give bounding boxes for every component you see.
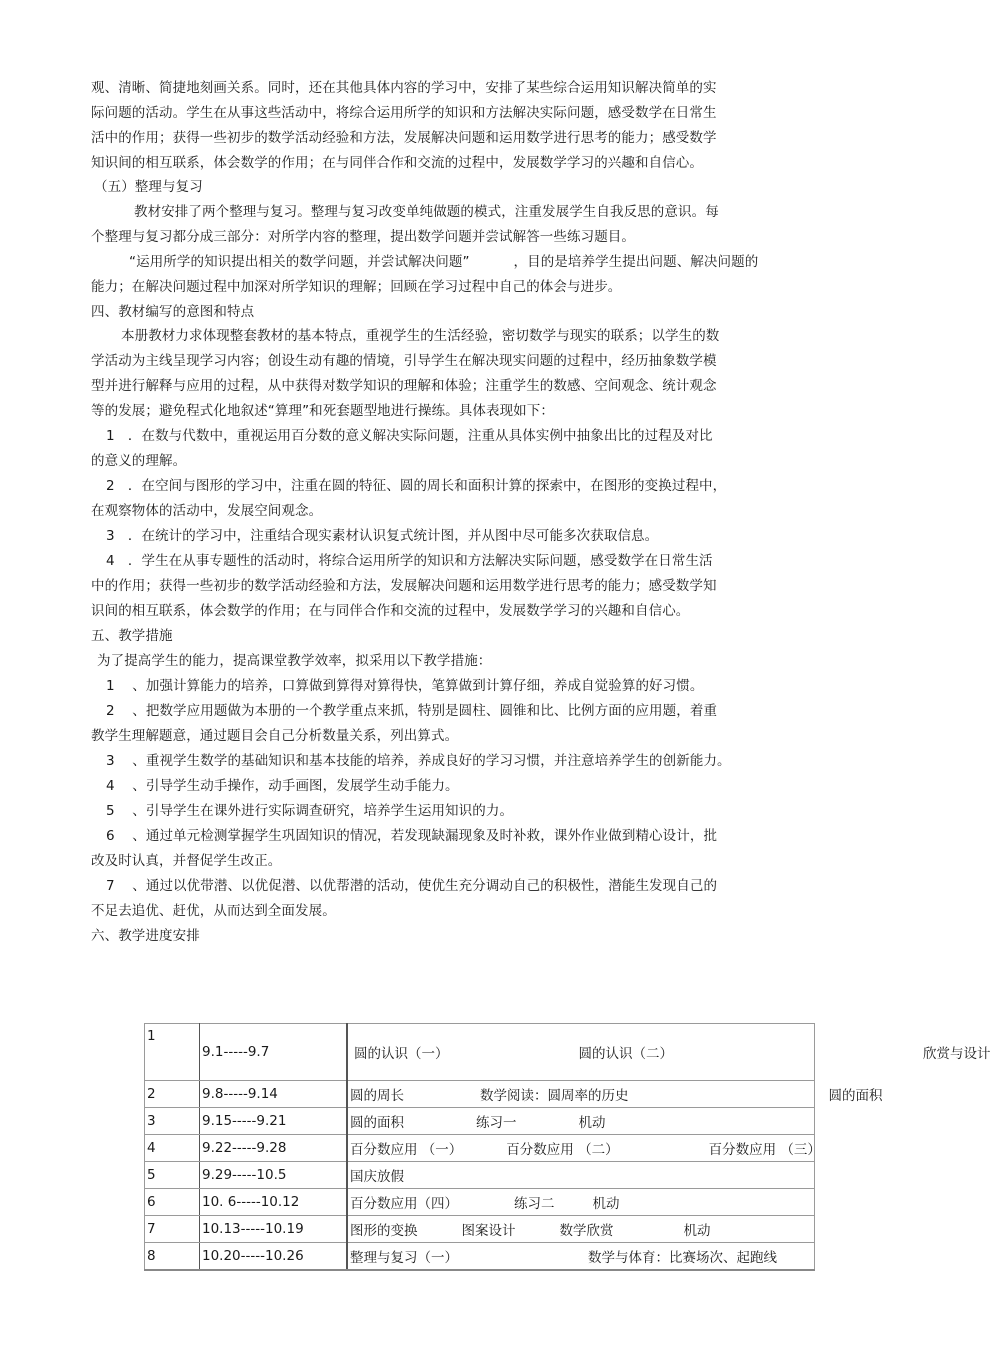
week-number-cell: 8: [145, 1243, 200, 1271]
lesson-item: 整理与复习（一）: [350, 1250, 458, 1266]
content-cell: [347, 1024, 991, 1081]
lesson-item: 机动: [683, 1223, 711, 1239]
lesson-item: 练习一: [476, 1115, 517, 1131]
list-item: 3 ．在统计的学习中，注重结合现实素材认识复式统计图，并从图中尽可能多次获取信息。: [106, 528, 659, 544]
lesson-item: 机动: [578, 1115, 606, 1131]
table-row: [145, 1081, 815, 1108]
section-heading: 四、教材编写的意图和特点: [91, 304, 255, 320]
table-row: [145, 1162, 815, 1189]
paragraph-line: 活中的作用；获得一些初步的数学活动经验和方法，发展解决问题和运用数学进行思考的能力；感受数学: [91, 130, 717, 146]
list-item: 2 ．在空间与图形的学习中，注重在圆的特征、圆的周长和面积计算的探索中，在图形的变换过程中，: [106, 478, 727, 494]
date-range-cell: 9.1-----9.7: [200, 1024, 348, 1081]
content-cell: [347, 1216, 815, 1243]
lesson-item: 欣赏与设计: [923, 1046, 991, 1062]
list-item: 4 ．学生在从事专题性的活动时，将综合运用所学的知识和方法解决实际问题，感受数学在日常生活: [106, 553, 713, 569]
schedule-table: [144, 1023, 991, 1271]
date-range-cell: 10. 6-----10.12: [200, 1189, 348, 1216]
table-row: [145, 1216, 815, 1243]
week-number-cell: 6: [145, 1189, 200, 1216]
paragraph-line: 识间的相互联系，体会数学的作用；在与同伴合作和交流的过程中，发展数学学习的兴趣和自信心。: [91, 603, 690, 619]
lesson-item: 图形的变换: [350, 1223, 418, 1239]
paragraph-line: 在观察物体的活动中，发展空间观念。: [91, 503, 323, 519]
list-item: 4 、引导学生动手操作，动手画图，发展学生动手能力。: [106, 778, 459, 794]
week-number-cell: 5: [145, 1162, 200, 1189]
table-row: [145, 1135, 815, 1162]
paragraph-line: 际问题的活动。学生在从事这些活动中，将综合运用所学的知识和方法解决实际问题，感受数学在日常生: [91, 105, 717, 121]
lesson-item: 百分数应用 （三）: [708, 1142, 821, 1158]
paragraph-line: 等的发展；避免程式化地叙述“算理”和死套题型地进行操练。具体表现如下：: [91, 403, 554, 419]
content-cell: [347, 1081, 883, 1108]
paragraph-line: 为了提高学生的能力，提高课堂教学效率，拟采用以下教学措施：: [97, 653, 492, 669]
section-heading: 五、教学措施: [91, 628, 173, 644]
lesson-item: 数学欣赏: [559, 1223, 614, 1239]
lesson-item: 练习二: [514, 1196, 555, 1212]
week-number-cell: 1: [145, 1024, 200, 1081]
list-item: 2 、把数学应用题做为本册的一个教学重点来抓，特别是圆柱、圆锥和比、比例方面的应用题，着重: [106, 703, 718, 719]
date-range-cell: 9.15-----9.21: [200, 1108, 348, 1135]
paragraph-line: 教学生理解题意，通过题目会自己分析数量关系，列出算式。: [91, 728, 459, 744]
date-range-cell: 9.29-----10.5: [200, 1162, 348, 1189]
content-cell: [347, 1108, 815, 1135]
table-row: [145, 1024, 815, 1081]
paragraph-line: 教材安排了两个整理与复习。整理与复习改变单纯做题的模式，注重发展学生自我反思的意识。每: [134, 204, 719, 220]
table-row: [145, 1243, 815, 1271]
paragraph-line: 能力；在解决问题过程中加深对所学知识的理解；回顾在学习过程中自己的体会与进步。: [91, 279, 622, 295]
lesson-item: 圆的面积: [828, 1088, 883, 1104]
list-item: 1 、加强计算能力的培养，口算做到算得对算得快，笔算做到计算仔细，养成自觉验算的好习惯。: [106, 678, 704, 694]
list-item: 6 、通过单元检测掌握学生巩固知识的情况，若发现缺漏现象及时补救，课外作业做到精心设计，批: [106, 828, 718, 844]
section-heading: 六、教学进度安排: [91, 928, 200, 944]
lesson-item: 国庆放假: [350, 1169, 404, 1185]
section-heading: （五）整理与复习: [94, 179, 203, 195]
week-number-cell: 3: [145, 1108, 200, 1135]
lesson-item: 圆的面积: [350, 1115, 404, 1131]
lesson-item: 百分数应用 （二）: [506, 1142, 619, 1158]
paragraph-line: 本册教材力求体现整套教材的基本特点，重视学生的生活经验，密切数学与现实的联系；以学生的数: [121, 328, 720, 344]
week-number-cell: 4: [145, 1135, 200, 1162]
table-row: [145, 1108, 815, 1135]
lesson-item: 百分数应用（四）: [350, 1196, 458, 1212]
paragraph-line: 改及时认真，并督促学生改正。: [91, 853, 282, 869]
paragraph-line: 学活动为主线呈现学习内容；创设生动有趣的情境，引导学生在解决现实问题的过程中，经历抽象数学模: [91, 353, 717, 369]
table-row: [145, 1189, 815, 1216]
paragraph-line: “运用所学的知识提出相关的数学问题，并尝试解决问题” ，目的是培养学生提出问题、解决问题的: [129, 254, 759, 270]
paragraph-line: 知识间的相互联系，体会数学的作用；在与同伴合作和交流的过程中，发展数学学习的兴趣和自信心。: [91, 155, 703, 171]
date-range-cell: 10.13-----10.19: [200, 1216, 348, 1243]
content-cell: [347, 1162, 815, 1189]
paragraph-line: 中的作用；获得一些初步的数学活动经验和方法，发展解决问题和运用数学进行思考的能力；感受数学知: [91, 578, 717, 594]
lesson-item: 图案设计: [461, 1223, 516, 1239]
content-cell: [347, 1243, 815, 1271]
date-range-cell: 10.20-----10.26: [200, 1243, 348, 1271]
lesson-item: 圆的认识（一）: [354, 1046, 449, 1062]
lesson-item: 圆的周长: [350, 1088, 404, 1104]
paragraph-line: 观、清晰、简捷地刻画关系。同时，还在其他具体内容的学习中，安排了某些综合运用知识解决简单的实: [91, 80, 717, 96]
lesson-item: 数学与体育：比赛场次、起跑线: [588, 1250, 777, 1266]
paragraph-line: 个整理与复习都分成三部分：对所学内容的整理，提出数学问题并尝试解答一些练习题目。: [91, 229, 635, 245]
list-item: 5 、引导学生在课外进行实际调查研究，培养学生运用知识的力。: [106, 803, 514, 819]
lesson-item: 数学阅读：圆周率的历史: [480, 1088, 629, 1104]
lesson-item: 圆的认识（二）: [578, 1046, 673, 1062]
paragraph-line: 的意义的理解。: [91, 453, 187, 469]
date-range-cell: 9.8-----9.14: [200, 1081, 348, 1108]
paragraph-line: 不足去追优、赶优，从而达到全面发展。: [91, 903, 336, 919]
lesson-item: 百分数应用 （一）: [350, 1142, 463, 1158]
paragraph-line: 型并进行解释与应用的过程，从中获得对数学知识的理解和体验；注重学生的数感、空间观念、统计观念: [91, 378, 717, 394]
list-item: 1 ．在数与代数中，重视运用百分数的意义解决实际问题，注重从具体实例中抽象出比的过程及对比: [106, 428, 713, 444]
week-number-cell: 2: [145, 1081, 200, 1108]
lesson-item: 机动: [592, 1196, 620, 1212]
date-range-cell: 9.22-----9.28: [200, 1135, 348, 1162]
content-cell: [347, 1135, 821, 1162]
list-item: 3 、重视学生数学的基础知识和基本技能的培养，养成良好的学习习惯，并注意培养学生的创新能力。: [106, 753, 731, 769]
week-number-cell: 7: [145, 1216, 200, 1243]
list-item: 7 、通过以优带潜、以优促潜、以优帮潜的活动，使优生充分调动自己的积极性，潜能生发现自己的: [106, 878, 718, 894]
content-cell: [347, 1189, 815, 1216]
